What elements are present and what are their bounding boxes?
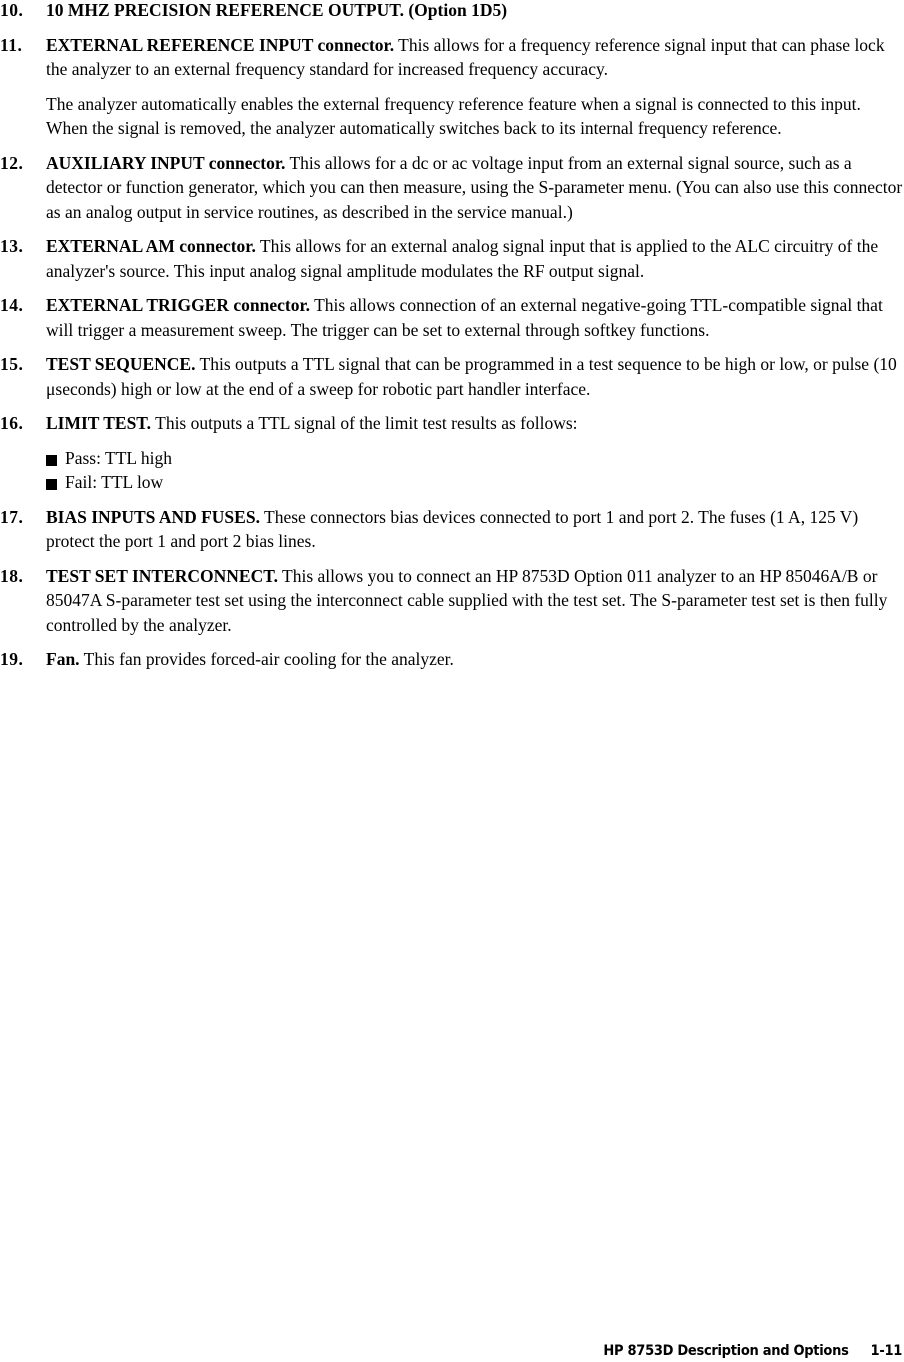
- item-number: 11.: [0, 34, 23, 55]
- list-item: [0, 0, 904, 23]
- list-item: [0, 505, 904, 554]
- item-title: BIAS INPUTS AND FUSES.: [46, 506, 260, 527]
- footer-title: HP 8753D Description and Options: [603, 1343, 849, 1359]
- bullet-list: [46, 446, 904, 495]
- item-body: This allows for an external analog signal input that is applied to the ALC circuitry of the analyzer's source. This input analog signal amplitude modulates the RF output signal.: [46, 236, 879, 281]
- item-body: This outputs a TTL signal that can be programmed in a test sequence to be high or low, or pulse (10 μseconds) high or low at the end of a sweep for robotic part handler interface.: [46, 354, 897, 399]
- list-item: [0, 33, 904, 141]
- item-body: This fan provides forced-air cooling for the analyzer.: [83, 649, 454, 669]
- item-number: 12.: [0, 152, 24, 173]
- item-body: These connectors bias devices connected to port 1 and port 2. The fuses (1 A, 125 V) protect the port 1 and port 2 bias lines.: [46, 506, 859, 551]
- page-number: 1-11: [870, 1343, 902, 1359]
- list-item: [0, 234, 904, 283]
- square-bullet-icon: [46, 455, 57, 466]
- list-item: [0, 151, 904, 225]
- item-title: LIMIT TEST.: [46, 413, 152, 433]
- item-title: EXTERNAL AM connector.: [46, 236, 256, 256]
- list-item: [0, 411, 904, 495]
- bullet-item: [46, 470, 904, 495]
- bullet-text: Fail: TTL low: [65, 472, 164, 492]
- list-item: [0, 293, 904, 342]
- item-paragraph: The analyzer automatically enables the external frequency reference feature when a signal is connected to this input. When the signal is removed, the analyzer automatically switches back to its internal frequency reference.: [46, 93, 861, 138]
- item-body: This allows for a frequency reference signal input that can phase lock the analyzer to an external frequency standard for increased frequency accuracy.: [46, 34, 885, 79]
- item-number: 19.: [0, 649, 24, 669]
- list-item: [0, 647, 904, 672]
- item-list: [0, 0, 904, 672]
- item-number: 13.: [0, 236, 24, 256]
- item-title: EXTERNAL TRIGGER connector.: [46, 295, 310, 315]
- square-bullet-icon: [46, 479, 57, 490]
- list-item: [0, 352, 904, 401]
- item-body: This allows for a dc or ac voltage input from an external signal source, such as a detector or function generator, which you can then measure, using the S-parameter menu. (You can also use this connector as an analog output in service routines, as described in the service manual.): [46, 152, 903, 222]
- item-number: 15.: [0, 354, 24, 374]
- item-title: 10 MHZ PRECISION REFERENCE OUTPUT. (Option 1D5): [46, 0, 508, 20]
- item-title: AUXILIARY INPUT connector.: [46, 152, 286, 173]
- item-title: EXTERNAL REFERENCE INPUT connector.: [46, 34, 395, 55]
- bullet-text: Pass: TTL high: [65, 447, 172, 468]
- item-number: 17.: [0, 506, 24, 527]
- page-footer: [603, 1341, 902, 1361]
- item-title: TEST SEQUENCE.: [46, 354, 196, 374]
- item-number: 16.: [0, 413, 24, 433]
- item-number: 18.: [0, 565, 24, 586]
- item-body: This allows you to connect an HP 8753D Option 011 analyzer to an HP 85046A/B or 85047A S-parameter test set using the interconnect cable supplied with the test set. The S-parameter test set is then fully controlled by the analyzer.: [46, 565, 888, 635]
- item-body: This allows connection of an external negative-going TTL-compatible signal that will trigger a measurement sweep. The trigger can be set to external through softkey functions.: [46, 295, 883, 340]
- item-title: TEST SET INTERCONNECT.: [46, 565, 278, 586]
- list-item: [0, 564, 904, 638]
- item-number: 14.: [0, 295, 24, 315]
- item-body: This outputs a TTL signal of the limit test results as follows:: [155, 413, 578, 433]
- item-number: 10.: [0, 0, 24, 20]
- item-title: Fan.: [46, 649, 80, 669]
- bullet-item: [46, 446, 904, 471]
